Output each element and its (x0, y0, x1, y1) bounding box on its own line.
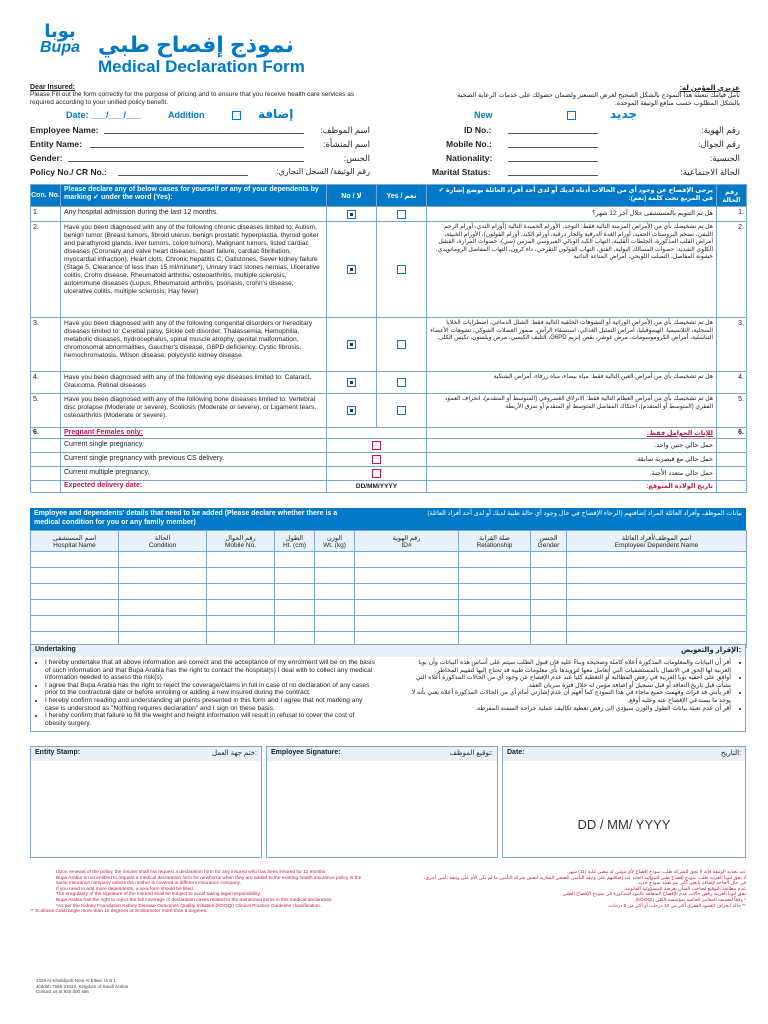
undertaking-ar-list: • أقر أن البيانات والمعلومات المذكورة أعلاه كاملة وصحيحة وبناءً عليه فإن قبول الطلب سيتم على أساس هذه البيانات وأن بوبا العربية لها الحق في الاتصال بالمستشفيات التي أتعامل معها لتزويدها بأي معلومات طبية قد تحتاج إليها لتقييم المخاطر. • أوافق على أحقية بوبا العربية في رفض المطالبة أو التغطية كلياً عند عدم الإفصاح عن وجود أي من الحالات المذكورة أعلاه التي نشأت قبل تاريخ التعاقد أو قبل تسجيل أو إضافة مؤمن له خلال فترة سريان العقد. • أقر بأنني قد قرأت وفهمت جميع ماجاء في هذا النموذج كما أفهم أن عدم إشارتي أمام أي من الحالات المذكورة أعلاه يعني بأنه لا يوجد ما يستدعي الإفصاح عنه وعليه أوقع. • أقر أن عدم تعبئة بيانات الطول والوزن سيؤدي إلى رفض تغطية تكاليف عملية جراحة السمنة المفرطة. (401, 659, 741, 727)
delivery-date-row: Expected delivery date: DD/MM/YYYY تاريخ الولادة المتوقع: (31, 481, 747, 493)
intro-en (30, 84, 360, 107)
left-fields (30, 125, 370, 181)
conditions-table (30, 184, 747, 493)
intro-ar (440, 84, 740, 108)
field-mobile-no[interactable]: Mobile No.: رقم الجوال: (446, 139, 740, 149)
pregnancy-row-2: Current single pregnancy with previous CS delivery. حمل حالي مع قيصرية سابقة. (31, 453, 747, 467)
undertaking-en-list: • I hereby undertake that all above information are correct and the acceptance of my enrolment will be on the basis of such information and that Bupa Arabia has the right to contact the hospital(s) I deal with to collect any medical information needed to assess the risk(s). • I agree that Bupa Arabia has the right to reject the coverage/claims in full in case of no declaration of any cases prior to the contractual date or before enrolling or adding a new insured during the contract. • I hereby confirm reading and understanding all points presented in this form and I agree that not marking any case is understood as "Nothing requires declaration" and I sign on these basis. • I hereby confirm that failure to fill the weight and height information will result in refusal to cover the cost of obesity surgery. (35, 659, 375, 727)
dependent-row[interactable] (31, 616, 747, 632)
pregnancy-row-3: Current multiple pregnancy. حمل حالي متعدد الأجنة. (31, 467, 747, 481)
dependents-heading: Employee and dependents' details that need to be added (Please declare whether there is a medical condition for you or any family member) بيانات الموظف وأفراد العائلة المراد إضافتهم (الرجاء الإفصاح في حال وجود أي حالة طبية لديك أو لدى أحد أفراد العائلة) (30, 508, 746, 530)
dependent-row[interactable] (31, 568, 747, 584)
employee-signature-box[interactable]: Employee Signature: توقيع الموظف: (266, 746, 498, 858)
condition-row-2: 2. Have you been diagnosed with any of the following chronic diseases limited to: Autism, benign tumor (Breast tumors, fibroid uterus, benign prostatic hyperplastia, thyroid goiter and parathyroid glands, liver tumors, colon tumors), Malignant tumors, listed cardiac diseases (Coronary and valve heart diseases, heart failure, cardiac fibrillation, myocardial infraction), Heart clots, Chronic hepatitis C, Gallstones, Sever kidney failure (Stage 5, Clearance of less than 15 ml/minute*), Urinary tract stones nernias, Ulcerative colitis, Crohn disease, Rheumatoid arthritis, osteoarthritis, multiple sclerosis, autoimmune diseases (Lupus, Rheumatoid arthritis, psoriasis, crohn's disease, ulcerative colitis, multiple sclerosis, Hay fever) هل تم تشخيصك بأي من الأمراض المزمنة التالية فقط: التوحد، الأورام الحميدة التالية (أورام الثدي، أورام الرحم الليفي، تضخم البروستات الحميد، أورام الغدة الدرقية والجار درقية، أورام الكبد، أورام القولون)، الأورام الخبيثة، أمراض القلب المذكورة، الجلطات القلبية، التهاب الكبد الوبائي الفيروسي المزمن (سي)، حصوات المرارة، الفشل الكلوي الشديد، حصوات المسالك البولية، الفتق، التهاب القولون التقرحي، داء كرون، التهاب المفاصل الروماتويدي، خشونة المفاصل، التصلب اللويحي، أمراض المناعة الذاتية 2. (31, 222, 747, 318)
preg2-checkbox[interactable] (372, 455, 381, 464)
new-label: New (474, 110, 493, 120)
row2-yes-checkbox[interactable] (397, 265, 406, 274)
row1-yes-checkbox[interactable] (397, 210, 406, 219)
conditions-header-row (31, 185, 747, 207)
intro-ar-text: نأمل قيامك بتعبئة هذا النموذج بالشكل الصحيح لغرض التسعير ولضمان حصولك على خدمات الرعاية الصحية بالشكل المطلوب حسب منافع الوثيقة الموحدة. (457, 92, 740, 107)
addition-checkbox[interactable] (232, 111, 241, 120)
row3-no-checkbox[interactable] (347, 340, 356, 349)
undertaking-title-ar: الإقرار والتعويض: (680, 647, 741, 654)
col-con-no: Con. No. (31, 185, 61, 207)
row3-yes-checkbox[interactable] (397, 340, 406, 349)
field-id-no[interactable]: ID No.: رقم الهوية: (464, 125, 740, 135)
pregnancy-heading-row: 6. Pregnant Females only: للإناث الحوامل فقط: 6. (31, 428, 747, 439)
logo-english: Bupa (40, 39, 80, 56)
dependent-row[interactable] (31, 584, 747, 600)
field-employee-name[interactable]: Employee Name: اسم الموظف: (30, 125, 370, 135)
notes-en: Upon renewal of the policy, the insurer shall not request a declaration form for any insured who has been insured for 11 months Bupa Arabia is not entitled to request a medical declaration form for newborns when they are added to the existing health insurance policy in the same insurance company unless the mother is covered in different insurance company. If you need to add more dependents, a new form should be filled. The irregularity of the signature of the insured shall be subject to avoid taking legal responsibility. Bupa Arabia has the right to reject the full coverage of declaration cases related to the mentioned items in this medical declaration. *As per the Kidney Foundation Kidney Disease Outcomes Quality Initiative (KDOQI) Clinical Practice Guideline classification. ** Scoliosis Cobb angle more than 10 degrees or Scoliometer more than 5 degrees. (30, 870, 362, 915)
col-ar-header: يرجى الإفصاح عن وجود أي من الحالات أدناه لديك أو لدى أحد أفراد العائلة بوضع إشارة ✔ في المربع تحت كلمة (نعم): (427, 185, 717, 207)
row4-no-checkbox[interactable] (347, 378, 356, 387)
title-english: Medical Declaration Form (98, 57, 305, 76)
field-entity-name[interactable]: Entity Name: اسم المنشأة: (30, 139, 370, 149)
col-no: No / لا (327, 185, 377, 207)
preg1-checkbox[interactable] (372, 441, 381, 450)
notes-ar: عند تجديد الوثيقة فإنه لا يحق للشركة طلب نموذج إفصاح لأي مؤمن له مضى عليه (11) شهر. لا يحق لبوبا العربية طلب نموذج إفصاح طبي للمواليد الجدد عند إضافتهم على وثيقة التأمين الصحي السارية لنفس شركة التأمين ما لم تكن الأم على وثيقة تأمين أخرى. في حال الحاجة لإضافة تابعين أكثر يتم تعبئة نموذج جديد. عدم مطابقة التوقيع لصاحب الشأن يعرضه للمسؤولية القانونية. يحق لبوبا العربية رفض حالات عدم الإفصاح المتعلقة بالبنود المذكورة في نموذج الإفصاح الطبي. * وفقاً لتصنيف المعايير الخاصة بمؤسسة الكلى (KDOQI). ** حالة انحراف العمود الفقري أكثر من 10 درجات أو أكثر من 5 درجات. (424, 870, 746, 909)
field-marital-status[interactable]: Marital Status: الحالة الاجتماعية: (432, 167, 740, 177)
field-gender[interactable]: Gender: الجنس: (30, 153, 370, 163)
condition-row-1: 1. Any hospital admission during the last 12 months. هل تم التنويم بالمستشفى خلال آخر 12 شهر؟ 1. (31, 207, 747, 222)
title-arabic: نموذج إفصاح طبي (98, 32, 294, 57)
dependent-row[interactable] (31, 552, 747, 568)
dependents-table (30, 530, 747, 648)
condition-row-4: 4. Have you been diagnosed with any of the following eye diseases limited to: Cataract, Glaucoma, Retinal diseases هل تم تشخيصك بأي من أمراض العين التالية فقط: مياه بيضاء، مياه زرقاء، أمراض الشبكية 4. (31, 372, 747, 394)
pregnancy-row-1: Current single pregnancy. حمل حالي جنين واحد. (31, 439, 747, 453)
field-nationality[interactable]: Nationality: الجنسية: (446, 153, 740, 163)
intro-en-heading: Dear Insured: (30, 84, 76, 91)
dependents-header-row: اسم المستشفى Hospital Name الحالة Condition رقم الجوال Mobile No. الطول Ht. (cm) الوزن Wt. (kg) رقم الهوية ID# صلة القرابة Relationship الجنس Gender اسم الموظف/أفراد العائلة Employee/ Dependent Name (31, 531, 747, 552)
entity-stamp-box[interactable]: Entity Stamp: ختم جهة العمل: (30, 746, 262, 858)
row1-no-checkbox[interactable] (347, 210, 356, 219)
logo-arabic: بوبا (44, 21, 76, 41)
preg3-checkbox[interactable] (372, 469, 381, 478)
col-ar-no: رقم الحالة (717, 185, 747, 207)
condition-row-3: 3. Have you been diagnosed with any of the following congenital disorders or hereditary diseases limited to: Cerebal palsy, Sickle cell disorder, Thalassemia, Hemophilia, metabolic diseases, hydrocephalus, spinal muscle atrophy, genital malformation, chromosomal abnormalities, Gaucher's disease, G6PD deficiency, Cystic fibrosis, hemochromatosis, Wilson disease, polycystic kidney disease. هل تم تشخيصك بأي من الأمراض الوراثية أو التشوهات الخلقية التالية فقط: الشلل الدماغي، اضطرابات الخلايا المنجلية، الثلاسيميا، الهيموفيليا، أمراض التمثيل الغذائي، استسقاء الرأس، ضمور العضلات الشوكي، تشوهات الأعضاء التناسلية، أمراض الكروموسومات، مرض غوشر، نقص إنزيم G6PD، التليف الكيسي، مرض ويلسون، تكيس الكلى. 3. (31, 318, 747, 372)
date-box[interactable]: Date: التاريخ: DD / MM/ YYYY (502, 746, 746, 858)
condition-row-5: 5. Have you been diagnosed with any of the following bone diseases limited to: Vertebral disc prolapse (Moderate or severe), Scoliosis (Moderate or severe), or Ligament tears, osteoarthritis (Moderate or severe). هل تم تشخيصك بأي من أمراض العظام التالية فقط: الانزلاق الغضروفي (المتوسط أو المتقدم)، انحراف العمود الفقري (المتوسط أو المتقدم)، احتكاك المفاصل المتوسط أو المتقدم أو تمزق الأربطة 5. (31, 394, 747, 428)
field-policy-no[interactable]: Policy No./ CR No.: رقم الوثيقة/ السجل التجاري: (30, 167, 370, 177)
dependent-row[interactable] (31, 600, 747, 616)
new-label-ar: جديد (610, 107, 638, 121)
row4-yes-checkbox[interactable] (397, 378, 406, 387)
row2-no-checkbox[interactable] (347, 265, 356, 274)
undertaking-title: Undertaking (35, 646, 76, 653)
delivery-date-input[interactable]: DD/MM/YYYY (327, 481, 427, 493)
new-checkbox[interactable] (567, 111, 576, 120)
intro-ar-heading: عزيزي المؤمن له: (679, 85, 740, 92)
addition-label-ar: إضافة (258, 107, 294, 121)
intro-en-text: Please Fill out the form correctly for the purpose of pricing and to ensure that you receive health care services as required according to your unified policy benefit. (30, 91, 355, 106)
bupa-logo (30, 22, 90, 68)
footer-address: 3328 Al-Khalidiyah-Noor Al Eltaw, Unit 1 Jeddah 7565-23423, Kingdom of Saudi Arabia Contact us at 920 000 456 (36, 978, 129, 994)
row5-no-checkbox[interactable] (347, 406, 356, 415)
right-fields (420, 125, 740, 181)
row5-yes-checkbox[interactable] (397, 406, 406, 415)
undertaking-section (30, 644, 746, 732)
col-en-header: Please declare any of below cases for yourself or any of your dependents by marking ✔ under the word (Yes): (61, 185, 327, 207)
col-yes: Yes / نعم (377, 185, 427, 207)
addition-label: Addition (168, 110, 205, 120)
date-value: DD / MM/ YYYY (577, 817, 671, 832)
date-field[interactable]: Date: ___/___/___ (66, 110, 142, 120)
